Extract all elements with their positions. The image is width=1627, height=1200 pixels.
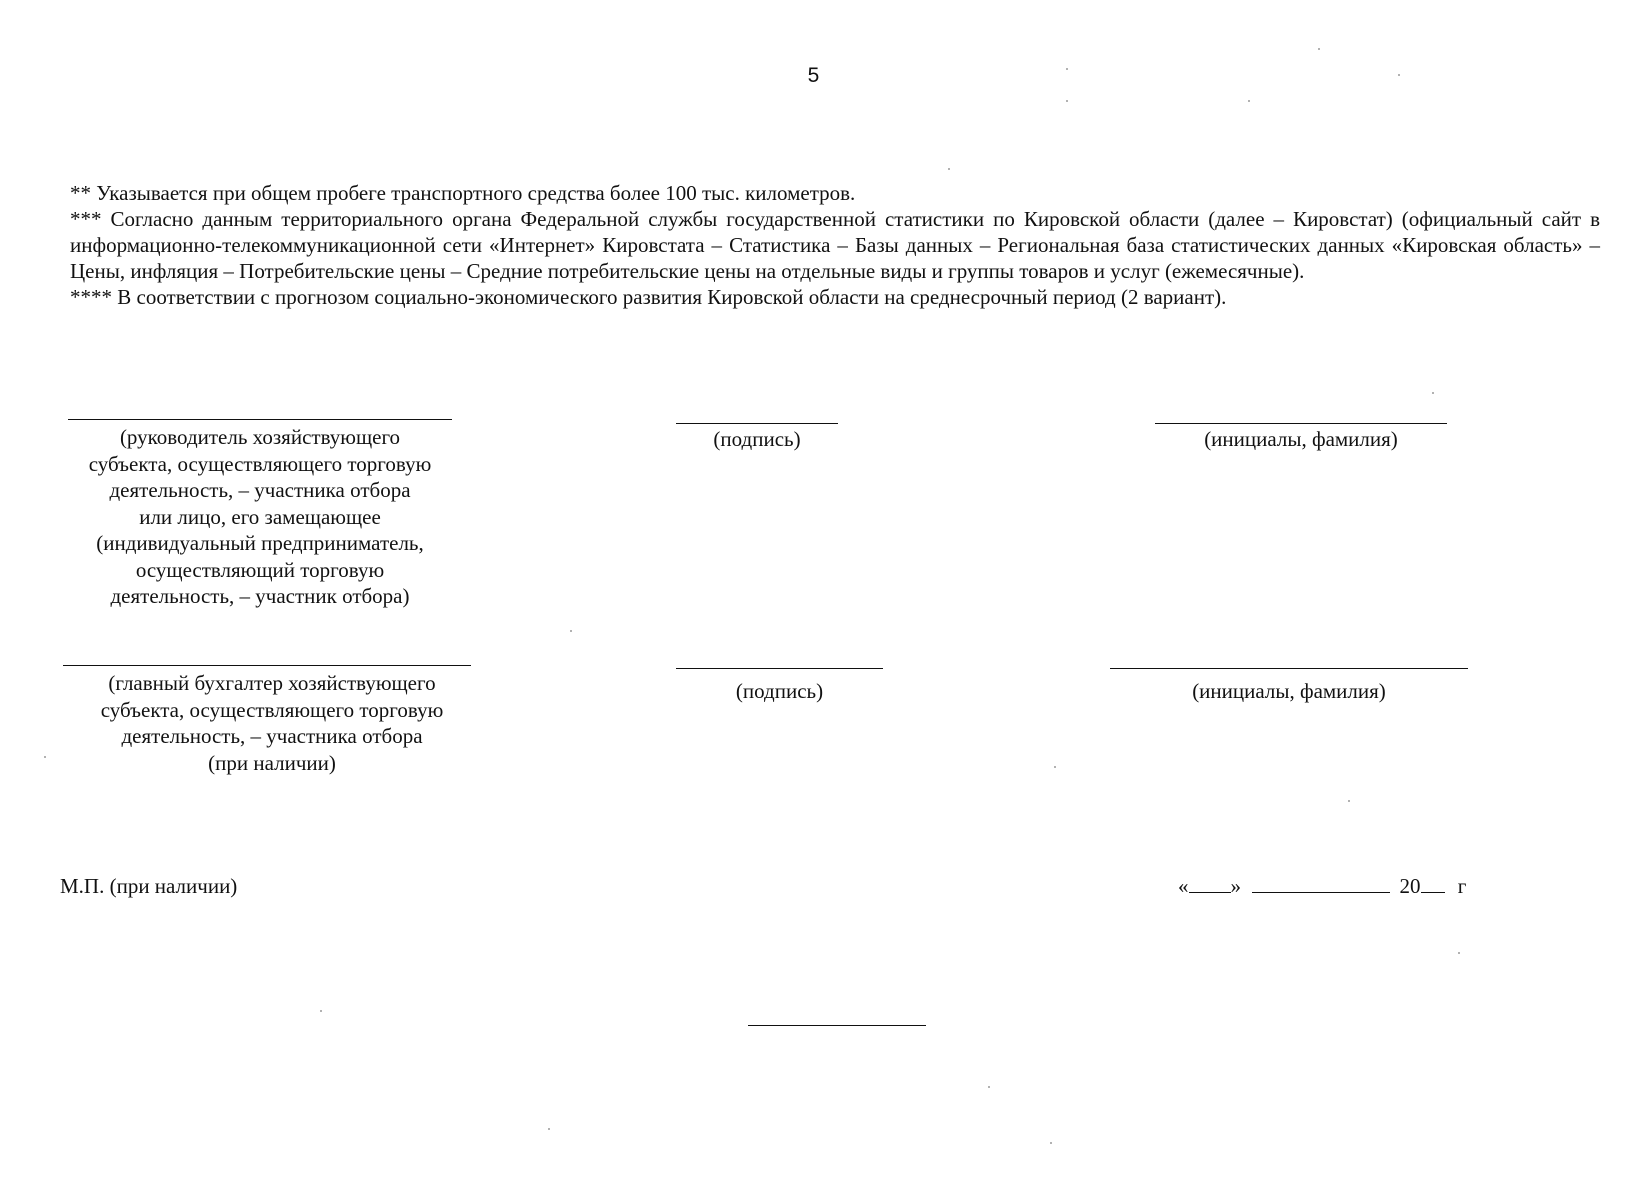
scan-speck xyxy=(1248,100,1250,102)
accountant-signature-line xyxy=(63,665,471,666)
scan-speck xyxy=(44,756,46,758)
scan-speck xyxy=(1348,800,1350,802)
scan-speck xyxy=(1458,952,1460,954)
day-blank xyxy=(1189,874,1231,893)
head-name-line xyxy=(1155,423,1447,424)
footnote-mileage: ** Указывается при общем пробеге транспортного средства более 100 тыс. километров. xyxy=(70,181,856,205)
date-field xyxy=(1178,874,1466,899)
head-name-caption: (инициалы, фамилия) xyxy=(1204,427,1398,451)
scan-speck xyxy=(988,1086,990,1088)
footnotes xyxy=(70,180,1600,310)
scan-speck xyxy=(570,630,572,632)
scan-speck xyxy=(1318,48,1320,50)
accountant-name-caption: (инициалы, фамилия) xyxy=(1192,679,1386,703)
footnote-forecast: **** В соответствии с прогнозом социально-экономического развития Кировской области на среднесрочный период (2 вариант). xyxy=(70,285,1227,309)
head-role-caption: (руководитель хозяйствующего субъекта, осуществляющего торговую деятельность, – участника отбора или лицо, его замещающее (индивидуальный предприниматель, осуществляющий торговую деятельность, – участник отбора) xyxy=(88,425,432,608)
head-signature-line xyxy=(68,419,452,420)
year-suffix: г xyxy=(1457,874,1467,898)
year-blank xyxy=(1421,874,1445,893)
month-blank xyxy=(1252,874,1390,893)
accountant-sign-caption: (подпись) xyxy=(735,679,824,703)
bottom-separator-line xyxy=(748,1025,926,1026)
scan-speck xyxy=(1398,74,1400,76)
scan-speck xyxy=(1066,100,1068,102)
scan-speck xyxy=(1432,392,1434,394)
date-open-quote: « xyxy=(1178,874,1189,898)
date-close-quote: » xyxy=(1230,874,1241,898)
year-prefix: 20 xyxy=(1399,874,1421,898)
head-sign-line xyxy=(676,423,838,424)
accountant-name-line xyxy=(1110,668,1468,669)
stamp-note: М.П. (при наличии) xyxy=(60,874,238,898)
head-sign-caption: (подпись) xyxy=(713,427,801,451)
scan-speck xyxy=(1054,766,1056,768)
scan-speck xyxy=(948,168,950,170)
footnote-kirovstat: *** Согласно данным территориального органа Федеральной службы государственной статистики по Кировской области (далее – Кировстат) (официальный сайт в информационно-телекоммуникационной сети «Интернет» Кировстата – Статистика – Базы данных – Региональная база статистических данных «Кировская область» – Цены, инфляция – Потребительские цены – Средние потребительские цены на отдельные виды и группы товаров и услуг (ежемесячные). xyxy=(70,207,1600,283)
accountant-sign-line xyxy=(676,668,883,669)
scan-speck xyxy=(1066,68,1068,70)
scan-speck xyxy=(1050,1142,1052,1144)
scan-speck xyxy=(320,1010,322,1012)
scan-speck xyxy=(548,1128,550,1130)
accountant-role-caption: (главный бухгалтер хозяйствующего субъекта, осуществляющего торговую деятельность, – участника отбора (при наличии) xyxy=(100,671,444,775)
page-number: 5 xyxy=(807,64,820,87)
